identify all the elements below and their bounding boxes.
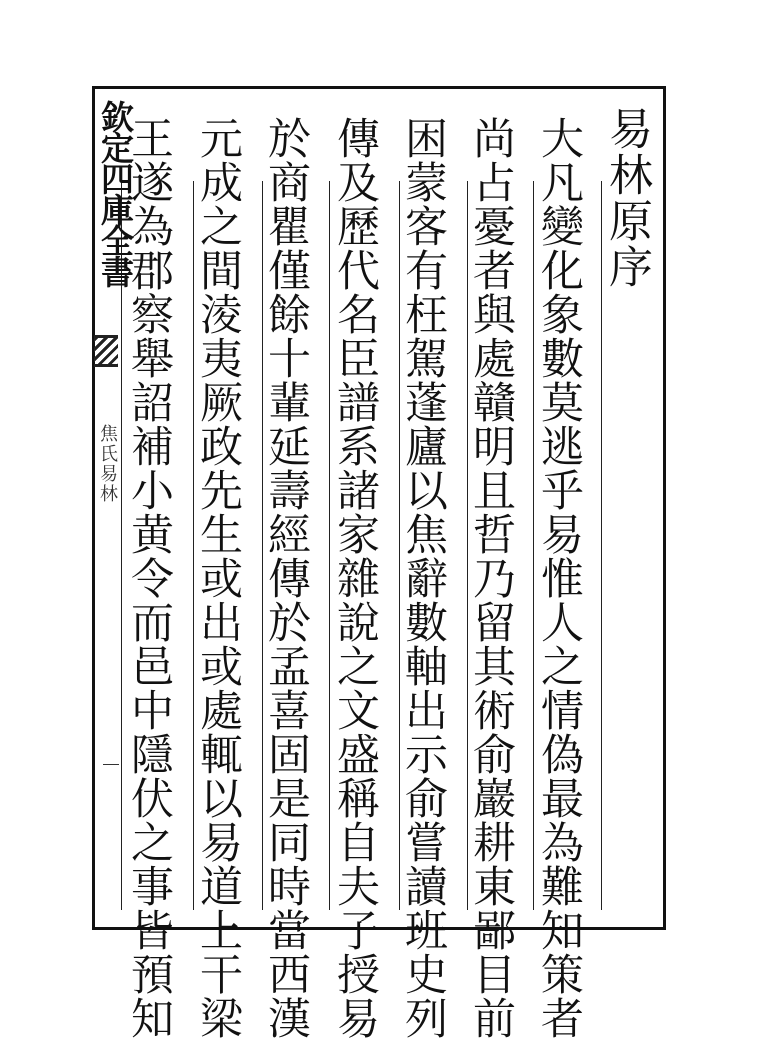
text-column-3: 困蒙客有枉駕蓬廬以焦辭數軸出示俞嘗讀班史列 <box>398 116 448 1040</box>
collection-title: 欽定四庫全書 <box>96 100 135 286</box>
column-rule <box>601 181 602 910</box>
text-column-1: 大凡變化象數莫逃乎易惟人之情偽最為難知策者 <box>534 116 584 1040</box>
text-column-6: 元成之間淩夷厥政先生或出或處輒以易道上干梁 <box>193 116 243 1040</box>
text-column-5: 於商瞿僅餘十輩延壽經傳於孟喜固是同時當西漢 <box>261 116 311 1040</box>
text-column-4: 傳及歷代名臣譜系諸家雜說之文盛稱自夫子授易 <box>330 116 380 1040</box>
text-column-7: 王遂為郡察舉詔補小黄令而邑中隱伏之事皆預知 <box>124 116 174 1040</box>
book-title: 焦氏易林 <box>97 424 118 504</box>
text-column-2: 尚占憂者與處贛明且哲乃留其術俞巖耕東鄙目前 <box>466 116 516 1040</box>
column-rule <box>121 181 122 910</box>
page-number <box>103 764 119 765</box>
fish-tail-ornament-icon <box>94 335 118 367</box>
page-title: 易林原序 <box>601 106 652 290</box>
